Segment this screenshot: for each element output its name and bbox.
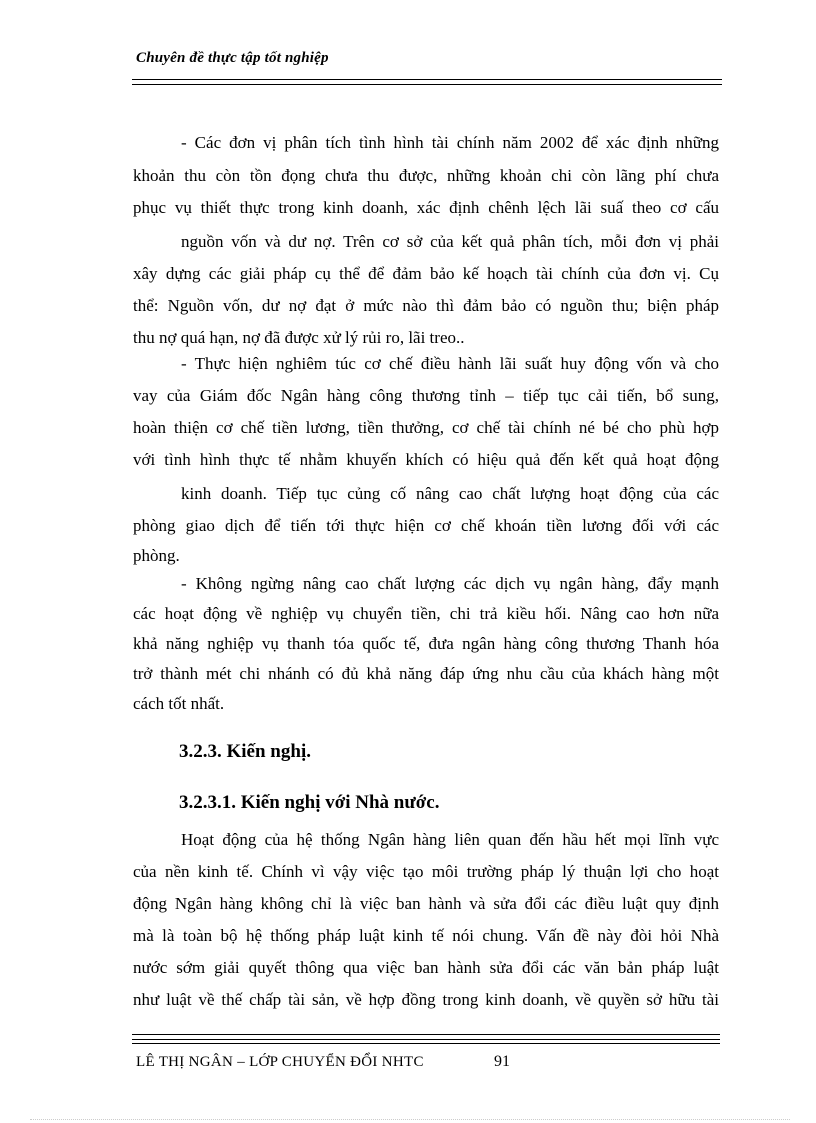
header-title: Chuyên đề thực tập tốt nghiệp	[136, 50, 329, 66]
paragraph-line: thu nợ quá hạn, nợ đã được xử lý rủi ro, lãi treo..	[133, 328, 465, 347]
paragraph-line: như luật về thế chấp tài sản, về hợp đồng trong kinh doanh, về quyền sở hữu tài	[133, 990, 719, 1009]
paragraph-line: trở thành mét chi nhánh có đủ khả năng đáp ứng nhu cầu của khách hàng một	[133, 664, 719, 683]
paragraph-line: - Không ngừng nâng cao chất lượng các dịch vụ ngân hàng, đẩy mạnh	[181, 574, 719, 593]
paragraph-line: các hoạt động về nghiệp vụ chuyển tiền, chi trả kiều hối. Nâng cao hơn nữa	[133, 604, 719, 623]
page-number: 91	[494, 1053, 510, 1070]
paragraph-line: khả năng nghiệp vụ thanh tóa quốc tế, đưa ngân hàng công thương Thanh hóa	[133, 634, 719, 653]
paragraph-line: nước sớm giải quyết thông qua việc ban hành sửa đổi các văn bản pháp luật	[133, 958, 719, 977]
paragraph-line: - Các đơn vị phân tích tình hình tài chính năm 2002 để xác định những	[181, 133, 719, 152]
section-heading: 3.2.3. Kiến nghị.	[179, 741, 311, 762]
footer-rule	[132, 1034, 720, 1035]
paragraph-line: động Ngân hàng không chỉ là việc ban hành và sửa đổi các điều luật quy định	[133, 894, 719, 913]
paragraph-line: - Thực hiện nghiêm túc cơ chế điều hành lãi suất huy động vốn và cho	[181, 354, 719, 373]
paragraph-line: phục vụ thiết thực trong kinh doanh, xác định chênh lệch lãi suấ theo cơ cấu	[133, 198, 719, 217]
header-rule	[132, 79, 722, 80]
paragraph-line: vay của Giám đốc Ngân hàng công thương tỉnh – tiếp tục cải tiến, bổ sung,	[133, 386, 719, 405]
paragraph-line: phòng giao dịch để tiến tới thực hiện cơ chế khoán tiền lương đối với các	[133, 516, 719, 535]
paragraph-line: thể: Nguồn vốn, dư nợ đạt ở mức nào thì đảm bảo có nguồn thu; biện pháp	[133, 296, 719, 315]
paragraph-line: mà là toàn bộ hệ thống pháp luật kinh tế nói chung. Vấn đề này đòi hỏi Nhà	[133, 926, 719, 945]
paragraph-line: hoàn thiện cơ chế tiền lương, tiền thưởng, cơ chế tài chính né bé cho phù hợp	[133, 418, 719, 437]
page-edge-divider	[30, 1119, 790, 1120]
footer-author: LÊ THỊ NGÂN – LỚP CHUYỂN ĐỔI NHTC	[136, 1054, 424, 1070]
header-rule-thin	[132, 84, 722, 85]
footer-rule-thin	[132, 1043, 720, 1044]
paragraph-line: Hoạt động của hệ thống Ngân hàng liên quan đến hầu hết mọi lĩnh vực	[181, 830, 719, 849]
paragraph-line: nguồn vốn và dư nợ. Trên cơ sở của kết quả phân tích, mỗi đơn vị phải	[181, 232, 719, 251]
footer-rule-middle	[132, 1039, 720, 1040]
paragraph-line: của nền kinh tế. Chính vì vậy việc tạo môi trường pháp lý thuận lợi cho hoạt	[133, 862, 719, 881]
paragraph-line: khoản thu còn tồn đọng chưa thu được, những khoản chi còn lãng phí chưa	[133, 166, 719, 185]
paragraph-line: kinh doanh. Tiếp tục củng cố nâng cao chất lượng hoạt động của các	[181, 484, 719, 503]
paragraph-line: với tình hình thực tế nhằm khuyến khích có hiệu quả đến kết quả hoạt động	[133, 450, 719, 469]
paragraph-line: xây dựng các giải pháp cụ thể để đảm bảo kế hoạch tài chính của đơn vị. Cụ	[133, 264, 719, 283]
subsection-heading: 3.2.3.1. Kiến nghị với Nhà nước.	[179, 792, 440, 813]
paragraph-line: cách tốt nhất.	[133, 694, 225, 713]
paragraph-line: phòng.	[133, 546, 180, 565]
